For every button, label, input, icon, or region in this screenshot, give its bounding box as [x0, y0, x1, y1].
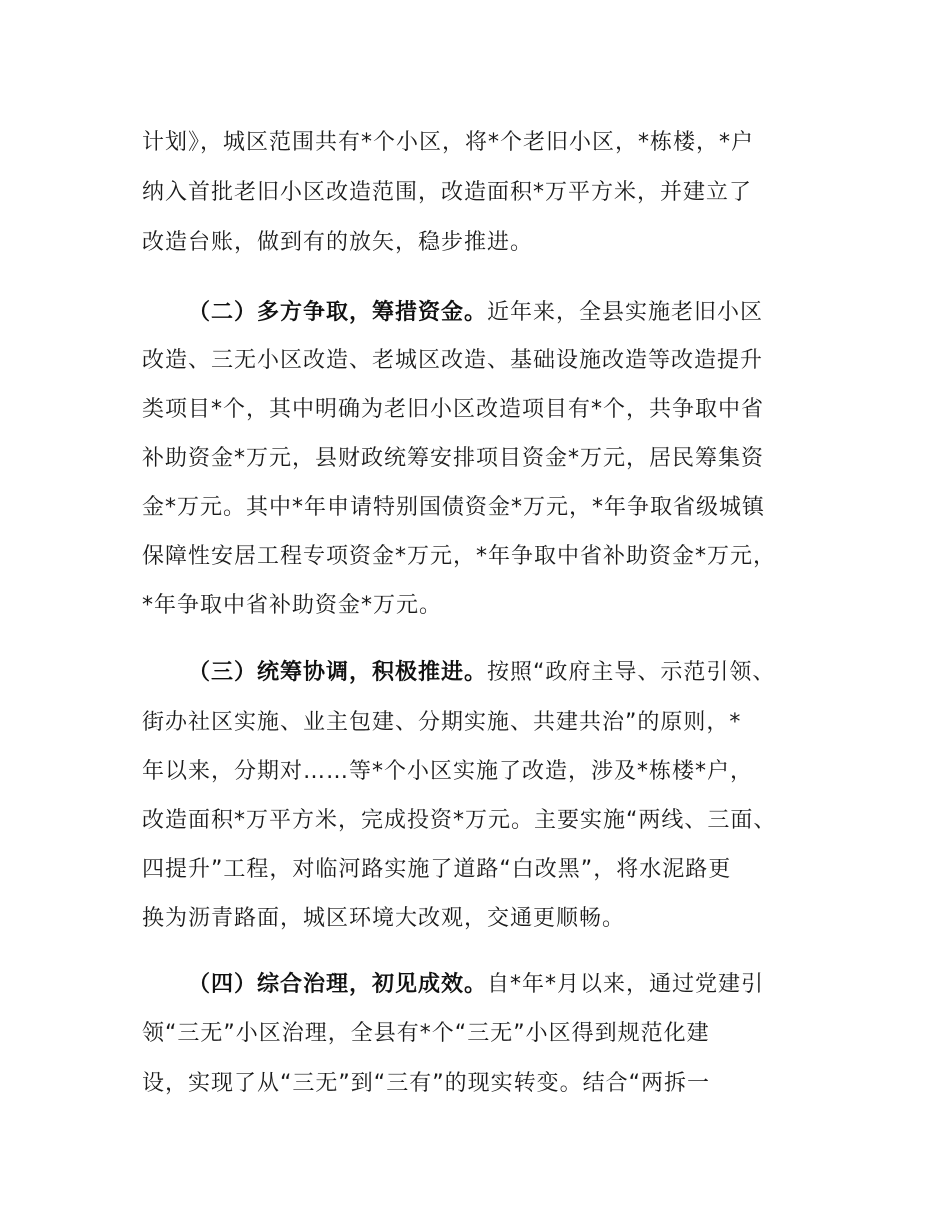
paragraph-line: 纳入首批老旧小区改造范围，改造面积*万平方米，并建立了 [142, 180, 753, 205]
section-3-heading: （三）统筹协调，积极推进。 [188, 660, 488, 685]
paragraph-line: 四提升”工程，对临河路实施了道路“白改黑”，将水泥路更 [142, 857, 732, 882]
section-3-first-line [188, 658, 775, 688]
paragraph-line: *年争取中省补助资金*万元。 [142, 593, 443, 618]
paragraph-line: 类项目*个，其中明确为老旧小区改造项目有*个，共争取中省 [142, 397, 765, 422]
paragraph-line: 金*万元。其中*年申请特别国债资金*万元，*年争取省级城镇 [142, 495, 766, 520]
section-2-heading: （二）多方争取，筹措资金。 [188, 300, 488, 325]
paragraph-line: 计划》，城区范围共有*个小区，将*个老旧小区，*栋楼，*户 [142, 130, 755, 155]
section-4-heading: （四）综合治理，初见成效。 [188, 972, 488, 997]
section-3-first-line-text: 按照“政府主导、示范引领、 [487, 660, 776, 685]
paragraph-line: 改造、三无小区改造、老城区改造、基础设施改造等改造提升 [142, 348, 764, 373]
section-2-first-line [188, 298, 763, 328]
paragraph-line: 设，实现了从“三无”到“三有”的现实转变。结合“两拆一 [142, 1071, 710, 1096]
section-4-first-line-text: 自*年*月以来，通过党建引 [487, 972, 765, 997]
paragraph-line: 改造台账，做到有的放矢，稳步推进。 [142, 230, 534, 255]
paragraph-line: 补助资金*万元，县财政统筹安排项目资金*万元，居民筹集资 [142, 446, 765, 471]
paragraph-line: 领“三无”小区治理，全县有*个“三无”小区得到规范化建 [142, 1021, 710, 1046]
section-2-first-line-text: 近年来，全县实施老旧小区 [487, 300, 764, 325]
paragraph-line: 年以来，分期对……等*个小区实施了改造，涉及*栋楼*户， [142, 759, 754, 784]
section-4-first-line [188, 970, 764, 1000]
paragraph-line: 街办社区实施、业主包建、分期实施、共建共治”的原则，* [142, 710, 742, 735]
paragraph-line: 改造面积*万平方米，完成投资*万元。主要实施“两线、三面、 [142, 808, 777, 833]
paragraph-line: 保障性安居工程专项资金*万元，*年争取中省补助资金*万元， [142, 544, 777, 569]
paragraph-line: 换为沥青路面，城区环境大改观，交通更顺畅。 [142, 906, 626, 931]
